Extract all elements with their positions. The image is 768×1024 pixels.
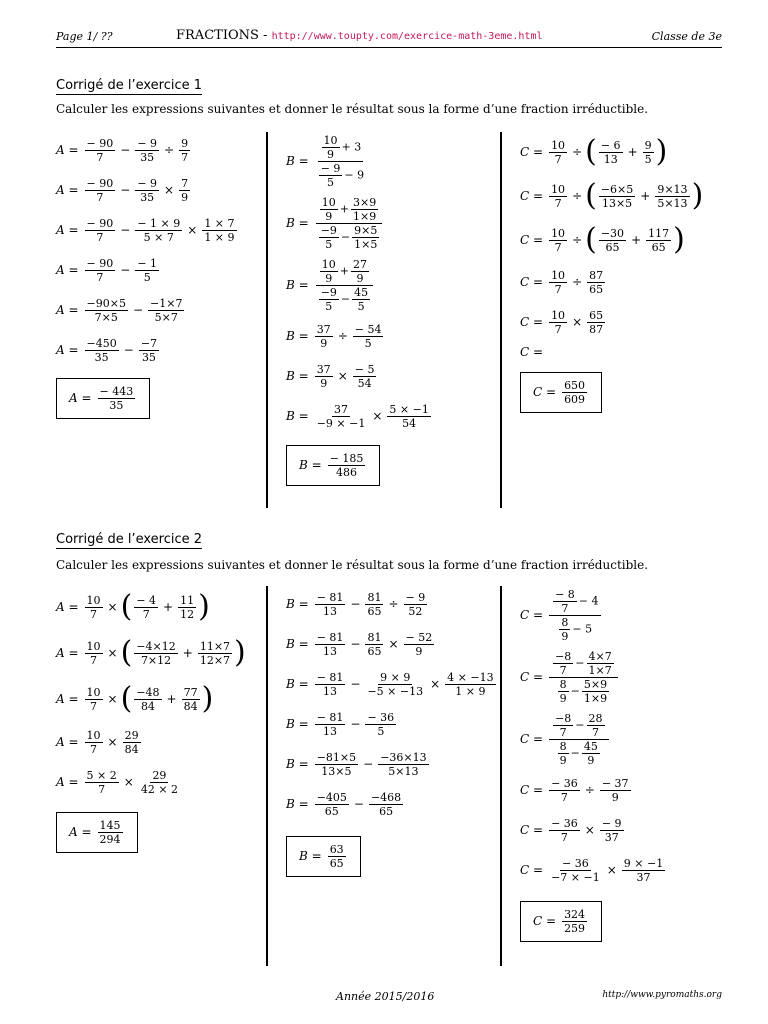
page-number: Page 1/ ??	[56, 30, 113, 43]
ex1-c-step-6: C =	[520, 345, 544, 359]
result-box: B = $\frac{63}{65}$	[286, 836, 361, 877]
ex2-b-step-1: B = $\frac{- 81}{13}$ − $\frac{81}{65}$ ÷ $\frac{- 9}{52}$	[286, 590, 426, 618]
ex2-c-step-2: C = $\frac{-8}{7}$ − $\frac{4\times 7}{1\times 7}$ $\frac{8}{9}$ − $\frac{5\times 9}{1\times 9}$	[520, 646, 667, 708]
ex1-c-step-3: C = $\frac{10}{7}$ ÷ ( $\frac{-30}{65}$ + $\frac{117}{65}$ )	[520, 222, 685, 257]
ex1-b-step-3: B = $\frac{10}{9}$ + $\frac{27}{9}$ $\frac{-9}{5}$ − $\frac{45}{5}$	[286, 254, 433, 316]
ex1-a-step-2: A = $\frac{- 90}{7}$ − $\frac{- 9}{35}$ × $\frac{7}{9}$	[56, 176, 189, 204]
ex2-c-result	[520, 890, 667, 952]
result-box: C = $\frac{324}{259}$	[520, 901, 602, 942]
header-rule	[56, 47, 722, 48]
class-label: Classe de 3e	[651, 30, 722, 43]
ex1-col-a	[56, 130, 239, 426]
ex1-b-step-2: B = $\frac{10}{9}$ + $\frac{3\times 9}{1\times 9}$ $\frac{-9}{5}$ − $\frac{9\times 5}{1\times 5}$	[286, 192, 433, 254]
ex2-separator-1	[266, 586, 268, 966]
header-title: FRACTIONS - http://www.toupty.com/exercice-math-3eme.html	[176, 28, 543, 43]
ex2-b-step-3: B = $\frac{- 81}{13}$ − $\frac{9 \times 9}{-5 \times -13}$ × $\frac{4 \times -13}{1 \times 9}$	[286, 670, 494, 698]
ex2-c-step-6: C = $\frac{- 36}{-7 \times -1}$ × $\frac{9 \times -1}{37}$	[520, 856, 664, 884]
ex2-b-step-4: B = $\frac{- 81}{13}$ − $\frac{- 36}{5}$	[286, 710, 395, 738]
ex1-col-c	[520, 130, 703, 422]
header-link[interactable]: http://www.toupty.com/exercice-math-3eme.html	[271, 31, 543, 42]
ex2-a-result	[56, 802, 246, 862]
ex2-c-step-1: C = $\frac{- 8}{7}$ − 4 $\frac{8}{9}$ − 5	[520, 587, 599, 643]
result-box: B = $\frac{- 185}{486}$	[286, 445, 380, 486]
ex1-b-step-4: B = $\frac{37}{9}$ ÷ $\frac{- 54}{5}$	[286, 322, 382, 350]
ex1-b-step-6: B = $\frac{37}{-9 \times -1}$ × $\frac{5 \times -1}{54}$	[286, 402, 429, 430]
ex2-b-step-2: B = $\frac{- 81}{13}$ − $\frac{81}{65}$ × $\frac{- 52}{9}$	[286, 630, 433, 658]
footer-year: Année 2015/2016	[336, 990, 435, 1003]
ex2-c-step-3: C = $\frac{-8}{7}$ − $\frac{28}{7}$ $\frac{8}{9}$ − $\frac{45}{9}$	[520, 708, 667, 770]
ex2-a-step-4: A = $\frac{10}{7}$ × $\frac{29}{84}$	[56, 728, 139, 756]
ex2-a-step-2: A = $\frac{10}{7}$ × ( $\frac{-4\times 12}{7\times 12}$ + $\frac{11\times 7}{12\times 7}$ )	[56, 635, 246, 670]
ex1-b-step-1: B = $\frac{10}{9}$ + 3 $\frac{- 9}{5}$ − 9	[286, 133, 365, 189]
ex2-a-step-1: A = $\frac{10}{7}$ × ( $\frac{- 4}{7}$ + $\frac{11}{12}$ )	[56, 589, 210, 624]
ex1-c-step-2: C = $\frac{10}{7}$ ÷ ( $\frac{-6\times 5}{13\times 5}$ + $\frac{9\times 13}{5\times 13}$ )	[520, 178, 704, 213]
ex1-b-step-5: B = $\frac{37}{9}$ × $\frac{- 5}{54}$	[286, 362, 375, 390]
ex1-a-result	[56, 370, 239, 426]
ex1-c-step-1: C = $\frac{10}{7}$ ÷ ( $\frac{- 6}{13}$ + $\frac{9}{5}$ )	[520, 134, 668, 169]
ex1-c-result	[520, 362, 703, 422]
ex1-a-step-1: A = $\frac{- 90}{7}$ − $\frac{- 9}{35}$ ÷ $\frac{9}{7}$	[56, 136, 189, 164]
ex2-b-result	[286, 824, 498, 888]
ex2-c-step-5: C = $\frac{- 36}{7}$ × $\frac{- 9}{37}$	[520, 816, 622, 844]
ex1-a-step-6: A = $\frac{-450}{35}$ − $\frac{-7}{35}$	[56, 336, 158, 364]
ex2-b-step-6: B = $\frac{-405}{65}$ − $\frac{-468}{65}$	[286, 790, 402, 818]
ex1-b-result	[286, 436, 433, 494]
ex2-intro: Calculer les expressions suivantes et donner le résultat sous la forme d’une fraction irréductible.	[56, 558, 649, 572]
ex1-c-step-4: C = $\frac{10}{7}$ ÷ $\frac{87}{65}$	[520, 268, 604, 296]
ex2-separator-2	[500, 586, 502, 966]
ex1-a-step-3: A = $\frac{- 90}{7}$ − $\frac{- 1 \times 9}{5 \times 7}$ × $\frac{1 \times 7}{1 \times 9}$	[56, 216, 235, 244]
ex2-a-step-3: A = $\frac{10}{7}$ × ( $\frac{-48}{84}$ + $\frac{77}{84}$ )	[56, 681, 214, 716]
ex1-title: Corrigé de l’exercice 1	[56, 78, 203, 93]
ex2-a-step-5: A = $\frac{5 \times 2}{7}$ × $\frac{29}{42 \times 2}$	[56, 768, 179, 796]
ex1-a-step-4: A = $\frac{- 90}{7}$ − $\frac{- 1}{5}$	[56, 256, 158, 284]
ex1-separator-1	[266, 132, 268, 508]
ex2-b-step-5: B = $\frac{-81\times 5}{13\times 5}$ − $\frac{-36\times 13}{5\times 13}$	[286, 750, 427, 778]
ex1-a-step-5: A = $\frac{-90\times 5}{7\times 5}$ − $\frac{-1\times 7}{5\times 7}$	[56, 296, 183, 324]
ex1-c-step-5: C = $\frac{10}{7}$ × $\frac{65}{87}$	[520, 308, 604, 336]
ex2-col-a	[56, 584, 246, 862]
footer-site-link[interactable]: http://www.pyromaths.org	[602, 990, 722, 1000]
result-box: A = $\frac{145}{294}$	[56, 812, 138, 853]
ex2-col-c	[520, 584, 667, 952]
ex2-col-b	[286, 584, 498, 888]
page-header	[56, 28, 722, 44]
ex1-intro: Calculer les expressions suivantes et donner le résultat sous la forme d’une fraction irréductible.	[56, 102, 649, 116]
ex2-c-step-4: C = $\frac{- 36}{7}$ ÷ $\frac{- 37}{9}$	[520, 776, 629, 804]
result-box: C = $\frac{650}{609}$	[520, 372, 602, 413]
ex2-title: Corrigé de l’exercice 2	[56, 532, 203, 547]
ex1-separator-2	[500, 132, 502, 508]
result-box: A = $\frac{- 443}{35}$	[56, 378, 150, 419]
ex1-col-b	[286, 130, 433, 494]
